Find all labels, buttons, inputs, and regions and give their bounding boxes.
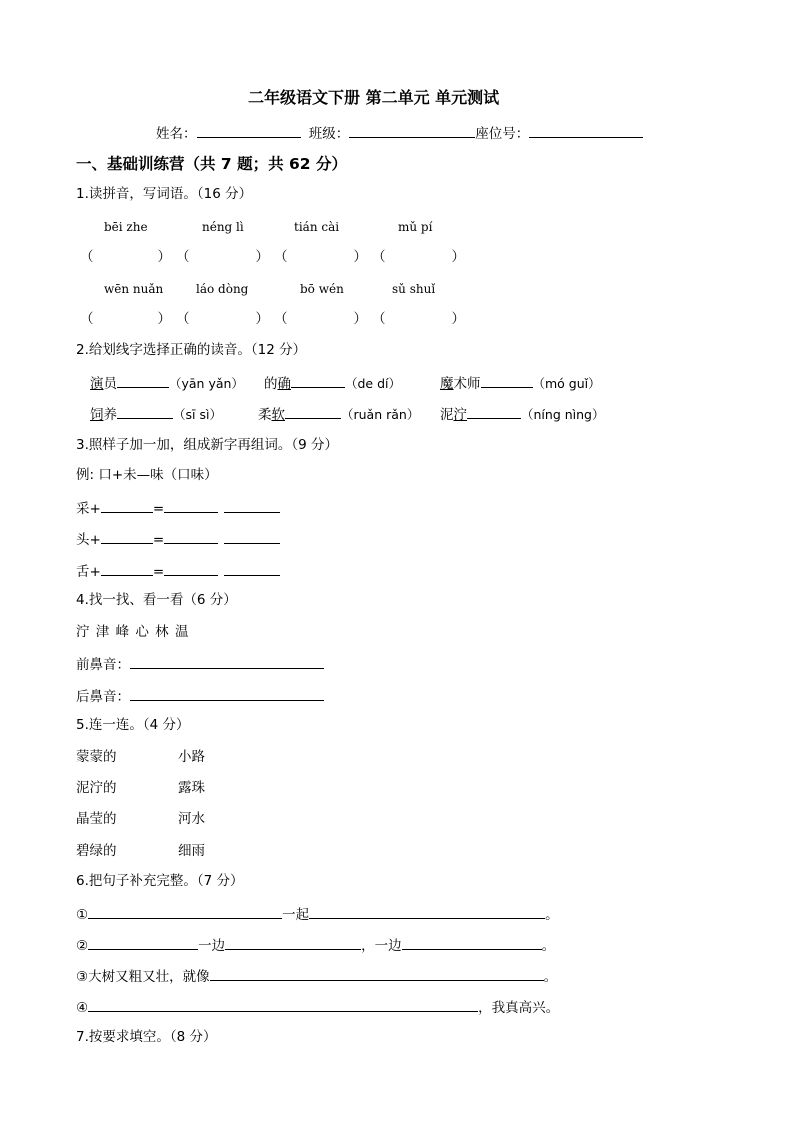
q2-item-1: 演员 （yān yǎn） <box>90 376 244 392</box>
q6-blank-2b[interactable] <box>225 936 361 950</box>
q1-answer-box-4[interactable]: （ ） <box>372 249 465 265</box>
q2-blank-3[interactable] <box>481 374 533 388</box>
q3-blank-word-1[interactable] <box>224 499 280 513</box>
q6-line-2: ② 一边 ，一边 。 <box>76 938 556 954</box>
q3-heading: 3.照样子加一加，组成新字再组词。（9 分） <box>76 437 339 453</box>
q2-item-5: 柔软 （ruǎn rǎn） <box>258 407 420 423</box>
q5-left-1[interactable]: 蒙蒙的 <box>76 749 117 765</box>
q5-right-4[interactable]: 细雨 <box>178 843 205 859</box>
q1-answer-box-5[interactable]: （ ） <box>80 311 171 327</box>
q3-blank-word-3[interactable] <box>224 562 280 576</box>
q2-heading: 2.给划线字选择正确的读音。（12 分） <box>76 342 307 358</box>
class-label: 班级： <box>308 126 350 142</box>
q4-front-nasal: 前鼻音： <box>76 655 324 675</box>
q3-blank-word-2[interactable] <box>224 530 280 544</box>
q4-back-nasal: 后鼻音： <box>76 687 324 707</box>
name-label: 姓名： <box>156 126 197 142</box>
q3-blank-newchar-2[interactable] <box>164 530 218 544</box>
q6-line-1: ① 一起 。 <box>76 907 559 923</box>
q1-pinyin-1: bēi zhe <box>104 220 148 234</box>
page-title: 二年级语文下册 第二单元 单元测试 <box>248 88 500 107</box>
q2-blank-5[interactable] <box>285 405 341 419</box>
q6-blank-3[interactable] <box>210 967 544 981</box>
q5-right-3[interactable]: 河水 <box>178 811 205 827</box>
q4-front-blank[interactable] <box>130 655 324 669</box>
q2-item-6: 泥泞 （níng nìng） <box>440 407 605 423</box>
section-heading: 一、基础训练营（共 7 题；共 62 分） <box>76 155 347 173</box>
q2-blank-1[interactable] <box>117 374 169 388</box>
q4-back-blank[interactable] <box>130 687 324 701</box>
q6-blank-2c[interactable] <box>402 936 542 950</box>
q1-answer-box-2[interactable]: （ ） <box>176 249 269 265</box>
q2-blank-2[interactable] <box>291 374 345 388</box>
q3-blank-newchar-1[interactable] <box>164 499 218 513</box>
name-blank[interactable] <box>197 124 301 138</box>
q1-answer-box-1[interactable]: （ ） <box>80 249 171 265</box>
q1-pinyin-2: néng lì <box>202 220 244 234</box>
student-info-line <box>156 124 643 144</box>
q5-heading: 5.连一连。（4 分） <box>76 717 190 733</box>
q2-blank-6[interactable] <box>467 405 521 419</box>
q5-left-3[interactable]: 晶莹的 <box>76 811 117 827</box>
q6-line-3: ③大树又粗又壮，就像 。 <box>76 969 558 985</box>
q7-heading: 7.按要求填空。（8 分） <box>76 1029 217 1045</box>
q6-blank-2a[interactable] <box>88 936 198 950</box>
q6-blank-1b[interactable] <box>309 905 545 919</box>
q1-answer-box-8[interactable]: （ ） <box>372 311 465 327</box>
q3-row-2: 头+ = <box>76 530 280 550</box>
q6-blank-1a[interactable] <box>88 905 282 919</box>
q2-item-2: 的确 （de dí） <box>264 376 402 392</box>
seat-label: 座位号： <box>475 126 530 142</box>
q5-right-1[interactable]: 小路 <box>178 749 205 765</box>
q3-blank-char-2[interactable] <box>101 530 153 544</box>
q1-answer-box-6[interactable]: （ ） <box>176 311 269 327</box>
q1-pinyin-4: mǔ pí <box>398 220 433 234</box>
q3-row-3: 舌+ = <box>76 562 280 582</box>
q1-pinyin-3: tián cài <box>294 220 340 234</box>
q3-blank-char-1[interactable] <box>101 499 153 513</box>
q1-pinyin-5: wēn nuǎn <box>104 282 164 296</box>
q2-item-3: 魔术师 （mó guǐ） <box>440 376 601 392</box>
q6-line-4: ④ ，我真高兴。 <box>76 1000 560 1016</box>
q3-blank-char-3[interactable] <box>101 562 153 576</box>
q5-left-2[interactable]: 泥泞的 <box>76 780 117 796</box>
q6-heading: 6.把句子补充完整。（7 分） <box>76 873 244 889</box>
q3-row-1: 采+ = <box>76 499 280 519</box>
q6-blank-4[interactable] <box>88 998 478 1012</box>
q3-example: 例: 口+未—味（口味） <box>76 467 218 483</box>
q1-pinyin-7: bō wén <box>300 282 344 296</box>
class-blank[interactable] <box>349 124 475 138</box>
q5-left-4[interactable]: 碧绿的 <box>76 843 117 859</box>
q1-answer-box-3[interactable]: （ ） <box>274 249 367 265</box>
q1-heading: 1.读拼音，写词语。（16 分） <box>76 186 253 202</box>
q2-item-4: 饲养 （sī sì） <box>90 407 222 423</box>
q1-pinyin-8: sǔ shuǐ <box>392 282 436 296</box>
q4-characters: 泞 津 峰 心 林 温 <box>76 624 189 640</box>
q1-answer-box-7[interactable]: （ ） <box>274 311 367 327</box>
q4-heading: 4.找一找、看一看（6 分） <box>76 592 237 608</box>
q5-right-2[interactable]: 露珠 <box>178 780 205 796</box>
q3-blank-newchar-3[interactable] <box>164 562 218 576</box>
q2-blank-4[interactable] <box>117 405 173 419</box>
q1-pinyin-6: láo dòng <box>196 282 249 296</box>
seat-blank[interactable] <box>529 124 643 138</box>
